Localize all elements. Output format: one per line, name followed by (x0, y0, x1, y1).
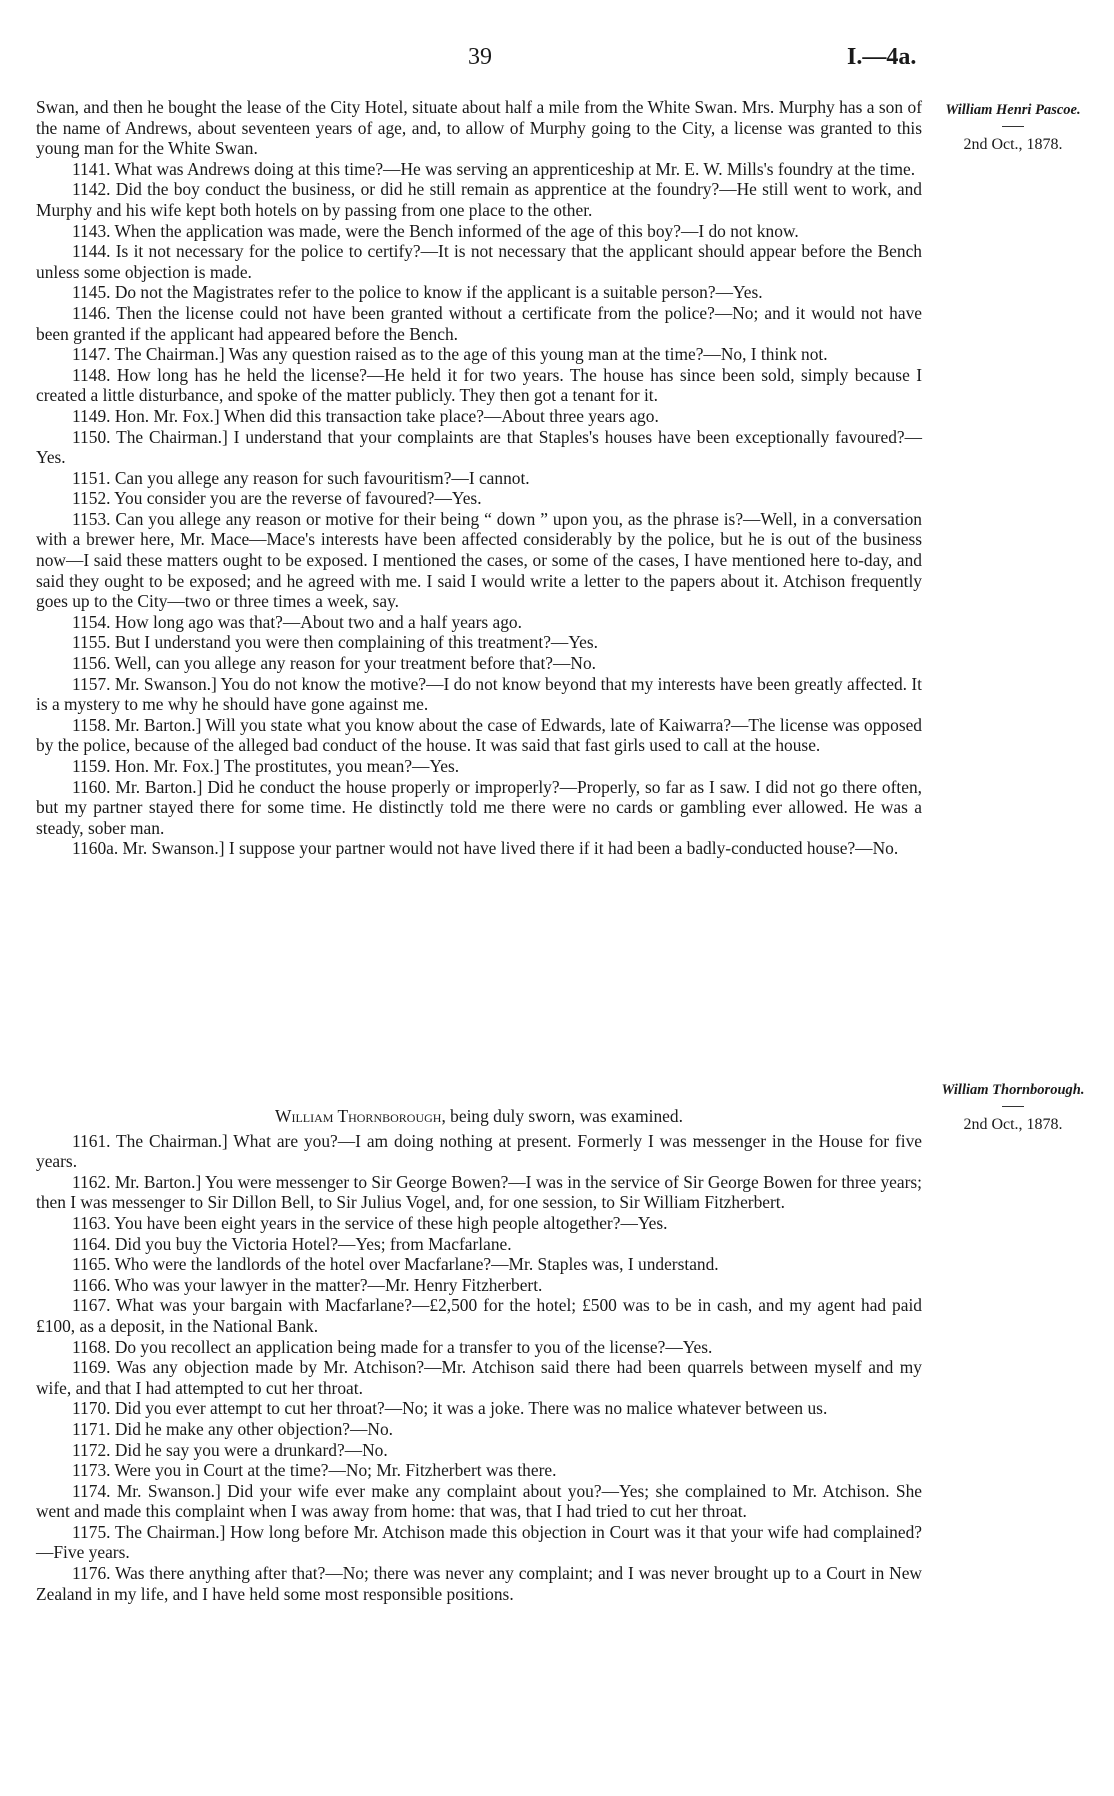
question-entry: 1142. Did the boy conduct the business, or did he still remain as apprentice at the foundry?—He still went to work, and Murphy and his wife kept both hotels on by passing from one place to the other. (36, 179, 922, 220)
question-entry: 1146. Then the license could not have been granted without a certificate from the police?—No; and it would not have been granted if the applicant had appeared before the Bench. (36, 302, 922, 344)
margin-date: 2nd Oct., 1878. (963, 136, 1063, 153)
question-list (36, 1131, 922, 1605)
question-entry: 1176. Was there anything after that?—No; there was never any complaint; and I was never brought up to a Court in New Zealand in my life, and I have held some most responsible positions. (36, 1563, 922, 1604)
witness-heading-rest: , being duly sworn, was examined. (441, 1106, 683, 1126)
question-entry: 1143. When the application was made, were the Bench informed of the age of this boy?—I do not know. (72, 220, 799, 241)
question-entry: 1147. The Chairman.] Was any question raised as to the age of this young man at the time?—No, I think not. (72, 344, 828, 365)
question-entry: 1164. Did you buy the Victoria Hotel?—Yes; from Macfarlane. (72, 1233, 512, 1254)
margin-rule (1002, 1106, 1024, 1107)
margin-rule (1002, 126, 1024, 127)
margin-note-pascoe (938, 100, 1088, 155)
question-entry: 1156. Well, can you allege any reason for your treatment before that?—No. (72, 653, 596, 674)
question-entry: 1162. Mr. Barton.] You were messenger to Sir George Bowen?—I was in the service of Sir George Bowen for three years; then I was messenger to Sir Dillon Bell, to Sir Julius Vogel, and, for one session, to Sir William Fitzherbert. (36, 1171, 922, 1213)
document-reference: I.—4a. (847, 44, 917, 70)
question-entry: 1159. Hon. Mr. Fox.] The prostitutes, you mean?—Yes. (72, 756, 460, 776)
page-number: 39 (468, 44, 492, 70)
question-entry: 1174. Mr. Swanson.] Did your wife ever make any complaint about you?—Yes; she complained to Mr. Atchison. She went and made this complaint when I was away from home: that was, that I had tried to cut her throat. (36, 1480, 922, 1522)
question-entry: 1160. Mr. Barton.] Did he conduct the house properly or improperly?—Properly, so far as I saw. I did not go there often, but my partner stayed there for some time. He distinctly told me there were no cards or gambling ever allowed. He was a steady, sober man. (36, 776, 922, 838)
question-entry: 1170. Did you ever attempt to cut her throat?—No; it was a joke. There was no malice whatever between us. (72, 1398, 828, 1419)
question-entry: 1154. How long ago was that?—About two and a half years ago. (72, 611, 522, 632)
question-entry: 1163. You have been eight years in the service of these high people altogether?—Yes. (72, 1212, 668, 1233)
continued-paragraph: Swan, and then he bought the lease of the City Hotel, situate about half a mile from the White Swan. Mrs. Murphy has a son of the name of Andrews, about seventeen years of age, and, to allow of Murphy going to the City, a license was granted to this young man for the White Swan. (36, 97, 922, 159)
question-entry: 1155. But I understand you were then complaining of this treatment?—Yes. (72, 632, 598, 653)
question-entry: 1148. How long has he held the license?—He held it for two years. The house has since been sold, simply because I created a little disturbance, and spoke of the matter publicly. They then got a tenant for it. (36, 364, 922, 406)
margin-note-thornborough (938, 1080, 1088, 1135)
question-entry: 1160a. Mr. Swanson.] I suppose your partner would not have lived there if it had been a badly-conducted house?—No. (72, 838, 899, 859)
evidence-section-thornborough (36, 1058, 922, 1604)
question-entry: 1167. What was your bargain with Macfarlane?—£2,500 for the hotel; £500 was to be in cash, and my agent had paid £100, as a deposit, in the National Bank. (36, 1295, 922, 1336)
witness-heading (36, 1106, 922, 1127)
question-entry: 1158. Mr. Barton.] Will you state what you know about the case of Edwards, late of Kaiwarra?—The license was opposed by the police, because of the alleged bad conduct of the house. It was said that fast girls used to call at the house. (36, 714, 922, 756)
question-entry: 1153. Can you allege any reason or motive for their being “ down ” upon you, as the phrase is?—Well, in a conversation with a brewer here, Mr. Mace—Mace's interests have been affected considerably by the police, but he is out of the business now—I said these matters ought to be exposed. I mentioned the cases, or some of the cases, I have mentioned here to-day, and said they ought to be exposed; and he agreed with me. I said I would write a letter to the papers about it. Atchison frequently goes up to the City—two or three times a week, say. (36, 508, 922, 612)
question-entry: 1149. Hon. Mr. Fox.] When did this transaction take place?—About three years ago. (72, 405, 659, 426)
question-entry: 1161. The Chairman.] What are you?—I am doing nothing at present. Formerly I was messenger in the House for five years. (36, 1130, 922, 1172)
question-entry: 1168. Do you recollect an application being made for a transfer to you of the license?—Yes. (72, 1336, 713, 1357)
margin-witness-name: William Henri Pascoe. (945, 102, 1081, 118)
evidence-section-pascoe (36, 97, 922, 859)
question-entry: 1165. Who were the landlords of the hotel over Macfarlane?—Mr. Staples was, I understand. (72, 1254, 719, 1275)
question-entry: 1166. Who was your lawyer in the matter?—Mr. Henry Fitzherbert. (72, 1274, 543, 1295)
margin-date: 2nd Oct., 1878. (963, 1116, 1063, 1133)
question-entry: 1145. Do not the Magistrates refer to the police to know if the applicant is a suitable person?—Yes. (72, 282, 763, 303)
question-entry: 1144. Is it not necessary for the police to certify?—It is not necessary that the applicant should appear before the Bench unless some objection is made. (36, 241, 922, 282)
question-entry: 1157. Mr. Swanson.] You do not know the motive?—I do not know beyond that my interests have been greatly affected. It is a mystery to me why he should have gone against me. (36, 673, 922, 715)
question-entry: 1169. Was any objection made by Mr. Atchison?—Mr. Atchison said there had been quarrels between myself and my wife, and that I had attempted to cut her throat. (36, 1357, 922, 1398)
witness-heading-name: William Thornborough (275, 1106, 442, 1126)
question-entry: 1150. The Chairman.] I understand that your complaints are that Staples's houses have been exceptionally favoured?—Yes. (36, 426, 922, 468)
question-entry: 1151. Can you allege any reason for such favouritism?—I cannot. (72, 467, 530, 488)
question-entry: 1141. What was Andrews doing at this time?—He was serving an apprenticeship at Mr. E. W. Mills's foundry at the time. (72, 158, 916, 179)
question-entry: 1175. The Chairman.] How long before Mr. Atchison made this objection in Court was it that your wife had complained?—Five years. (36, 1521, 922, 1563)
question-entry: 1173. Were you in Court at the time?—No; Mr. Fitzherbert was there. (72, 1460, 557, 1481)
margin-witness-name: William Thornborough. (941, 1082, 1085, 1098)
question-entry: 1152. You consider you are the reverse of favoured?—Yes. (72, 488, 482, 509)
question-entry: 1171. Did he make any other objection?—No. (72, 1418, 393, 1439)
question-entry: 1172. Did he say you were a drunkard?—No. (72, 1439, 388, 1460)
